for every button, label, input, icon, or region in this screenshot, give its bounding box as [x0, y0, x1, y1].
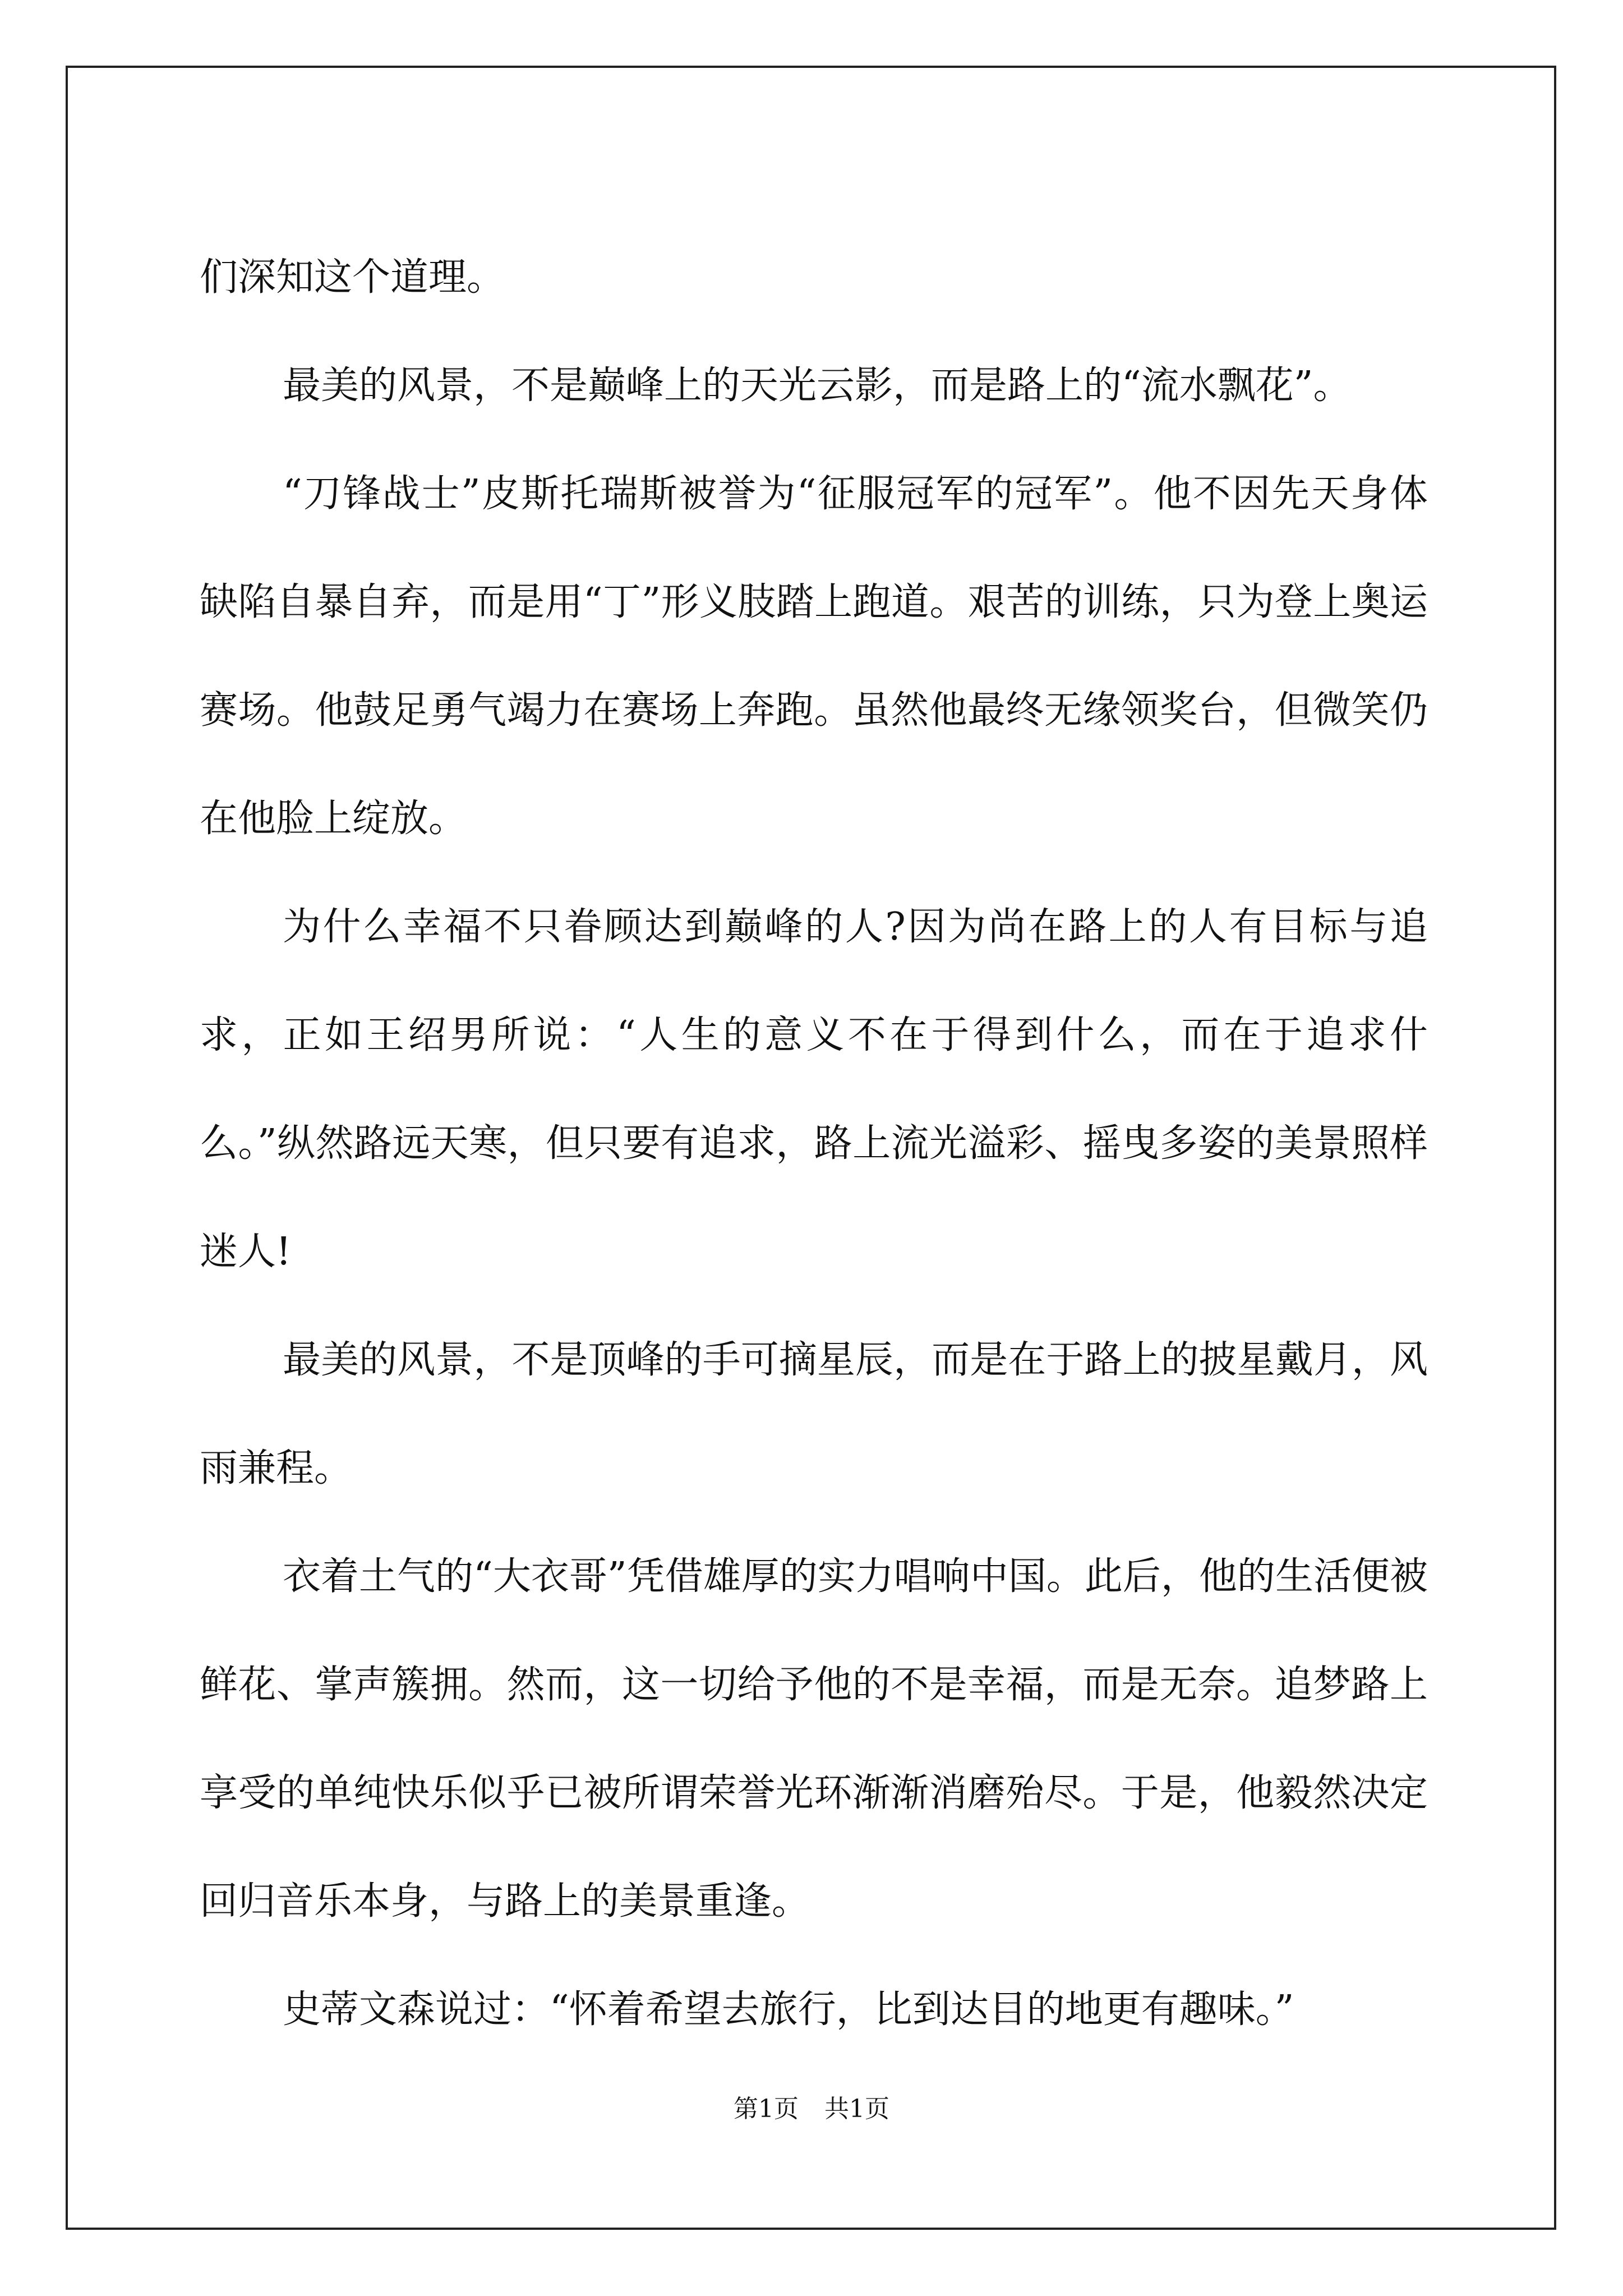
paragraph: 衣着土气的“大衣哥”凭借雄厚的实力唱响中国。此后，他的生活便被鲜花、掌声簇拥。然而，这一切给予他的不是幸福，而是无奈。追梦路上享受的单纯快乐似乎已被所谓荣誉光环渐渐消磨殆尽。于是，他毅然决定回归音乐本身，与路上的美景重逢。 — [200, 1554, 1428, 1924]
paragraph: 最美的风景，不是顶峰的手可摘星辰，而是在于路上的披星戴月，风雨兼程。 — [200, 1338, 1428, 1490]
paragraph: 最美的风景，不是巅峰上的天光云影，而是路上的“流水飘花”。 — [283, 364, 1352, 408]
page-total: 共1页 — [824, 2095, 889, 2123]
paragraph: 史蒂文森说过：“怀着希望去旅行，比到达目的地更有趣味。” — [283, 1987, 1294, 2032]
paragraph-continuation: 们深知这个道理。 — [200, 255, 505, 300]
document-body — [200, 223, 1428, 2064]
page-number: 第1页 — [734, 2095, 799, 2123]
paragraph: “刀锋战士”皮斯托瑞斯被誉为“征服冠军的冠军”。他不因先天身体缺陷自暴自弃，而是用“丁”形义肢踏上跑道。艰苦的训练，只为登上奥运赛场。他鼓足勇气竭力在赛场上奔跑。虽然他最终无缘领奖台，但微笑仍在他脸上绽放。 — [200, 472, 1428, 841]
paragraph: 为什么幸福不只眷顾达到巅峰的人?因为尚在路上的人有目标与追求，正如王绍男所说：“人生的意义不在于得到什么，而在于追求什么。”纵然路远天寒，但只要有追求，路上流光溢彩、摇曳多姿的美景照样迷人! — [200, 905, 1428, 1274]
page-footer — [0, 2092, 1623, 2126]
